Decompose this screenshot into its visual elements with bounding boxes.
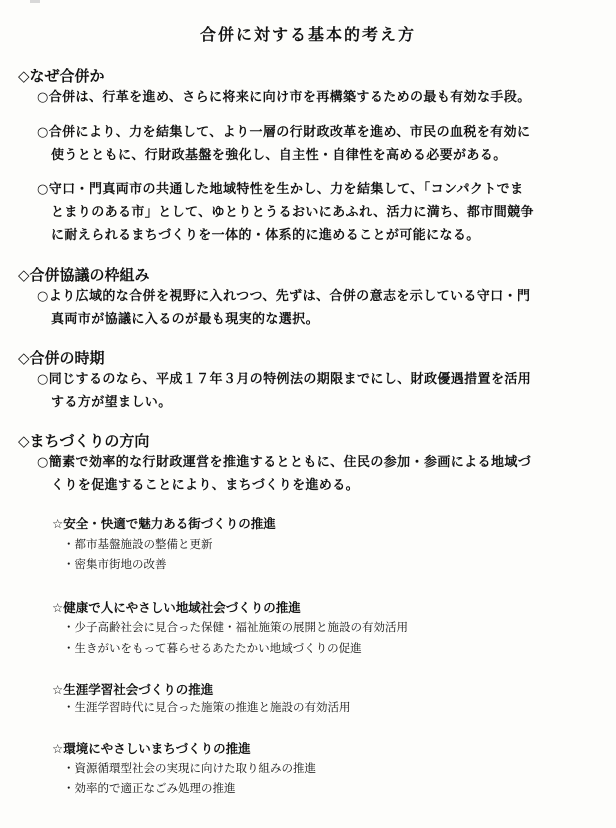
paragraph-line: ○より広域的な合併を視野に入れつつ、先ずは、合併の意志を示している守口・門 <box>37 289 531 304</box>
subsection-title: ☆健康で人にやさしい地域社会づくりの推進 <box>52 600 301 615</box>
bullet-item: ・効率的で適正なごみ処理の推進 <box>63 781 236 795</box>
paragraph-line: に耐えられるまちづくりを一体的・体系的に進めることが可能になる。 <box>51 228 480 243</box>
paragraph <box>37 451 597 497</box>
paragraph <box>37 121 597 167</box>
paragraph <box>37 86 597 109</box>
bullet-item: ・生きがいをもって暮らせるあたたかい地域づくりの促進 <box>63 641 362 655</box>
bullet-item: ・少子高齢社会に見合った保健・福祉施策の展開と施設の有効活用 <box>63 620 408 634</box>
paragraph-line: する方が望ましい。 <box>51 395 172 410</box>
bullet-item: ・資源循環型社会の実現に向けた取り組みの推進 <box>63 761 316 775</box>
paragraph <box>37 285 597 331</box>
paragraph-line: 真両市が協議に入るのが最も現実的な選択。 <box>51 312 320 327</box>
paragraph-line: ○守口・門真両市の共通した地域特性を生かし、力を結集して、「コンパクトでま <box>37 182 524 197</box>
paragraph-line: 使うとともに、行財政基盤を強化し、自主性・自律性を高める必要がある。 <box>51 148 507 163</box>
bullet-item: ・密集市街地の改善 <box>63 557 167 571</box>
bullet-item: ・都市基盤施設の整備と更新 <box>63 537 213 551</box>
bullet-item: ・生涯学習時代に見合った施策の推進と施設の有効活用 <box>63 700 351 714</box>
paragraph-line: ○合併は、行革を進め、さらに将来に向け市を再構築するための最も有効な手段。 <box>37 90 531 105</box>
paragraph-line: ○簡素で効率的な行財政運営を推進するとともに、住民の参加・参画による地域づ <box>37 455 532 470</box>
section-heading-timing: ◇合併の時期 <box>18 349 105 367</box>
page-title: 合併に対する基本的考え方 <box>199 25 416 44</box>
paragraph-line: くりを促進することにより、まちづくりを進める。 <box>51 478 360 493</box>
paragraph <box>37 368 597 414</box>
section-heading-direction: ◇まちづくりの方向 <box>18 432 150 450</box>
paragraph-line: とまりのある市」として、ゆとりとうるおいにあふれ、活力に満ち、都市間競争 <box>51 205 534 220</box>
section-heading-why-merge: ◇なぜ合併か <box>18 67 105 85</box>
section-heading-framework: ◇合併協議の枠組み <box>18 266 150 284</box>
subsection-title: ☆環境にやさしいまちづくりの推進 <box>52 741 251 756</box>
paragraph-line: ○合併により、力を結集して、より一層の行財政改革を進め、市民の血税を有効に <box>37 125 531 140</box>
paragraph-line: ○同じするのなら、平成１７年３月の特例法の期限までにし、財政優遇措置を活用 <box>37 372 532 387</box>
scan-mark <box>30 0 40 3</box>
subsection-title: ☆生涯学習社会づくりの推進 <box>52 682 214 697</box>
subsection-title: ☆安全・快適で魅力ある街づくりの推進 <box>52 516 276 531</box>
paragraph <box>37 178 597 247</box>
